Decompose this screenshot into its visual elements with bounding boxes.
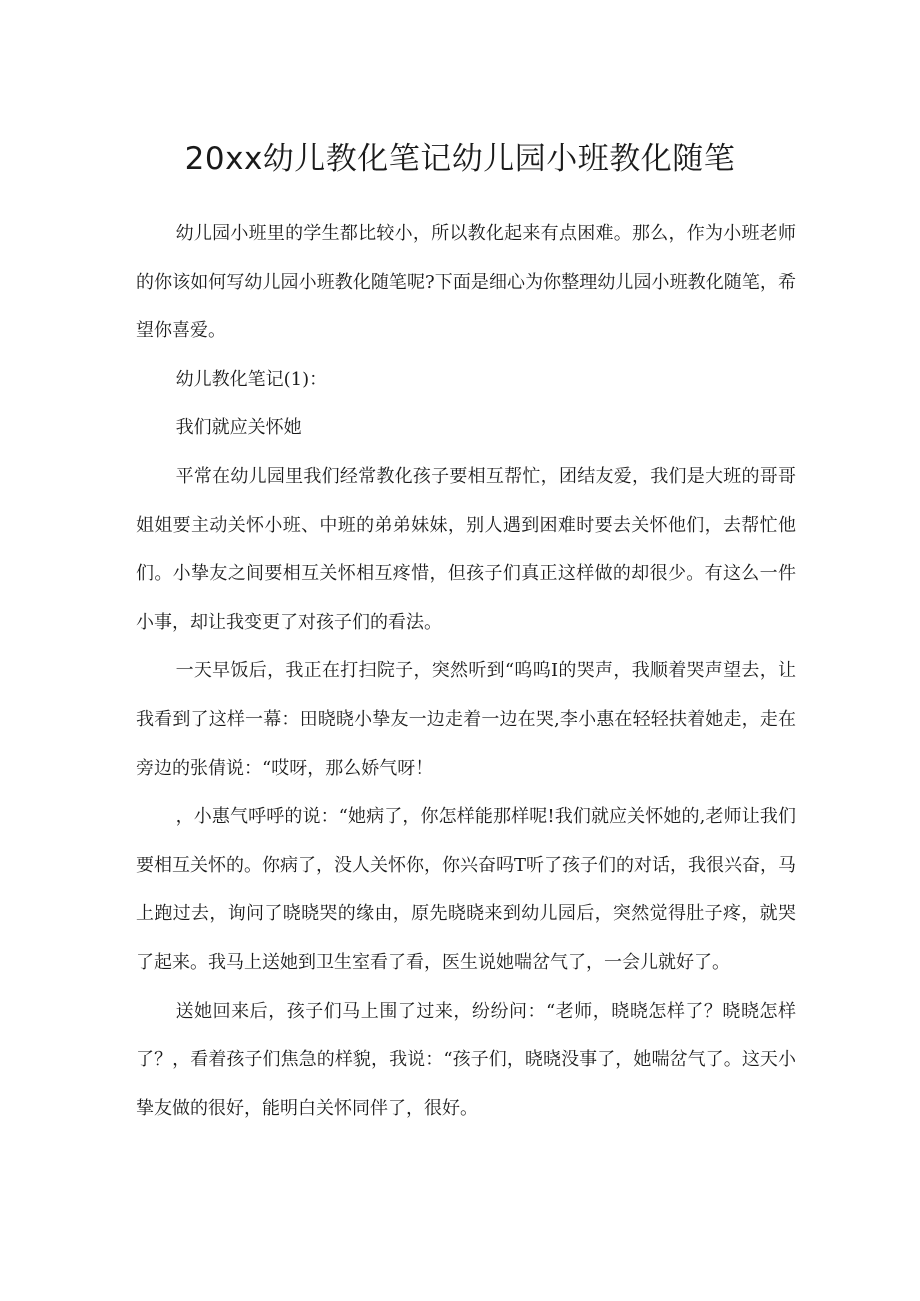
body-paragraph: 平常在幼儿园里我们经常教化孩子要相互帮忙，团结友爱，我们是大班的哥哥姐姐要主动关怀小班、中班的弟弟妹妹，别人遇到困难时要去关怀他们，去帮忙他们。小挚友之间要相互关怀相互疼惜，但孩子们真正这样做的却很少。有这么一件小事，却让我变更了对孩子们的看法。 <box>136 465 796 633</box>
story-title: 我们就应关怀她 <box>175 417 302 439</box>
section-heading: 幼儿教化笔记(1)： <box>175 368 328 390</box>
body-paragraph: 一天早饭后，我正在打扫院子，突然听到“呜呜I的哭声，我顺着哭声望去，让我看到了这样一幕：田晓晓小挚友一边走着一边在哭,李小惠在轻轻扶着她走，走在旁边的张倩说：“哎呀，那么娇气呀！ <box>136 660 796 779</box>
document-title: 20xx幼儿教化笔记幼儿园小班教化随笔 <box>184 141 736 177</box>
body-paragraph: 送她回来后，孩子们马上围了过来，纷纷问：“老师，晓晓怎样了？晓晓怎样了？，看着孩子们焦急的样貌，我说：“孩子们，晓晓没事了，她喘岔气了。这天小挚友做的很好，能明白关怀同伴了，很好。 <box>136 1000 796 1119</box>
body-paragraph: ，小惠气呼呼的说：“她病了，你怎样能那样呢!我们就应关怀她的,老师让我们要相互关怀的。你病了，没人关怀你，你兴奋吗T听了孩子们的对话，我很兴奋，马上跑过去，询问了晓晓哭的缘由，原先晓晓来到幼儿园后，突然觉得肚子疼，就哭了起来。我马上送她到卫生室看了看，医生说她喘岔气了，一会儿就好了。 <box>136 806 797 973</box>
document-body <box>136 210 796 1133</box>
intro-paragraph: 幼儿园小班里的学生都比较小，所以教化起来有点困难。那么，作为小班老师的你该如何写幼儿园小班教化随笔呢?下面是细心为你整理幼儿园小班教化随笔，希望你喜爱。 <box>136 223 796 342</box>
